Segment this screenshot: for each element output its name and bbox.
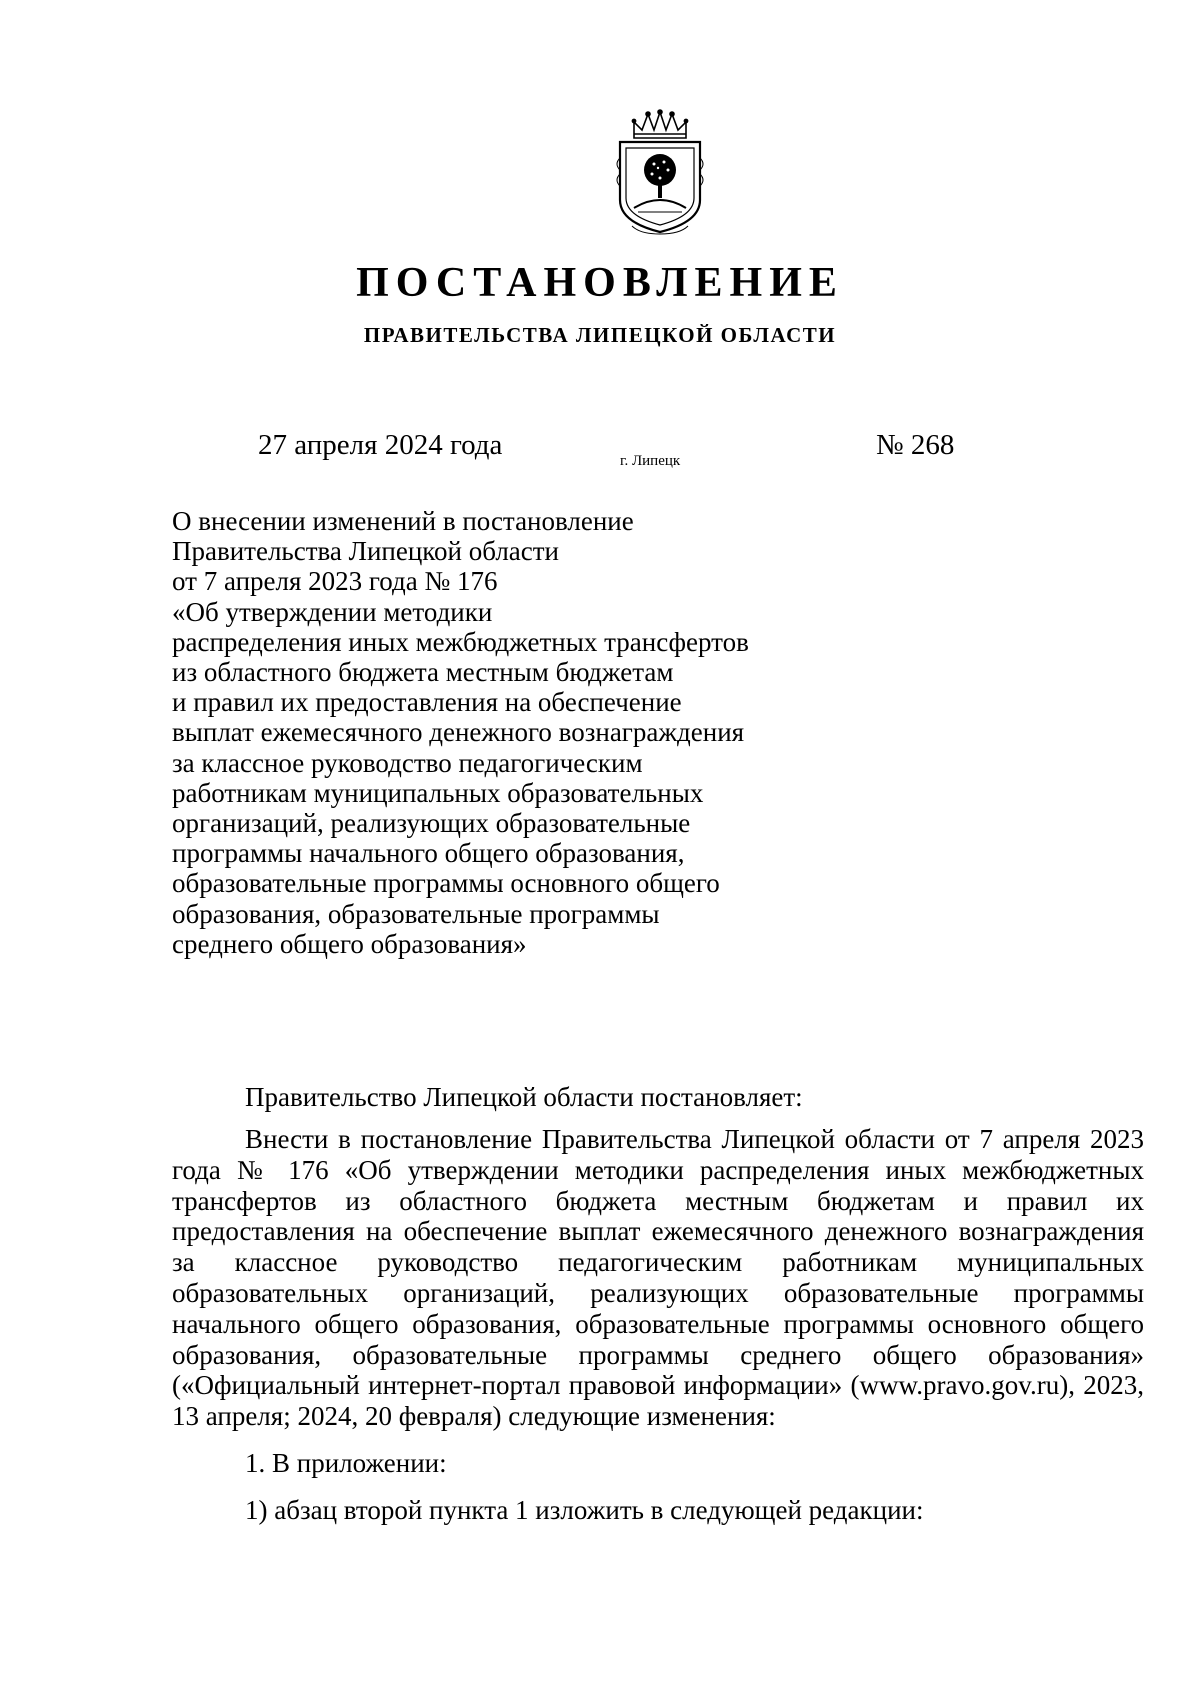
- heading-line: от 7 апреля 2023 года № 176: [172, 566, 498, 597]
- item-1-1-paragraph: 1) абзац второй пункта 1 изложить в следующей редакции:: [245, 1495, 924, 1525]
- heading-line: и правил их предоставления на обеспечение: [172, 687, 682, 718]
- heading-line: Правительства Липецкой области: [172, 536, 560, 567]
- heading-line: образовательные программы основного общего: [172, 868, 720, 899]
- heading-line: программы начального общего образования,: [172, 838, 685, 869]
- heading-line: работникам муниципальных образовательных: [172, 777, 704, 808]
- document-city: г. Липецк: [620, 453, 681, 469]
- heading-line: среднего общего образования»: [172, 928, 527, 959]
- heading-line: образования, образовательные программы: [172, 898, 660, 929]
- document-heading: [172, 506, 812, 959]
- lipetsk-coat-of-arms-icon: [612, 108, 708, 236]
- main-paragraph: Внести в постановление Правительства Липецкой области от 7 апреля 2023 года № 176 «Об утверждении методики распределения иных межбюджетных трансфертов из областного бюджета местным бюджетам и правил их предоставления на обеспечение выплат ежемесячного денежного вознаграждения за классное руководство педагогическим работникам муниципальных образовательных организаций, реализующих образовательные программы начального общего образования, образовательные программы основного общего образования, образовательные программы среднего общего образования» («Официальный интернет-портал правовой информации» (www.pravo.gov.ru), 2023, 13 апреля; 2024, 20 февраля) следующие изменения:: [172, 1124, 1144, 1432]
- heading-line: «Об утверждении методики: [172, 596, 493, 627]
- heading-line: организаций, реализующих образовательные: [172, 808, 691, 839]
- heading-line: распределения иных межбюджетных трансфертов: [172, 626, 749, 657]
- heading-line: за классное руководство педагогическим: [172, 747, 643, 778]
- document-date: 27 апреля 2024 года: [258, 429, 503, 461]
- document-issuer: ПРАВИТЕЛЬСТВА ЛИПЕЦКОЙ ОБЛАСТИ: [363, 323, 837, 347]
- heading-line: выплат ежемесячного денежного вознаграждения: [172, 717, 745, 748]
- document-number: № 268: [876, 429, 955, 461]
- item-1-paragraph: 1. В приложении:: [245, 1448, 447, 1478]
- heading-line: из областного бюджета местным бюджетам: [172, 657, 674, 688]
- preamble-paragraph: Правительство Липецкой области постановляет:: [245, 1082, 803, 1112]
- heading-line: О внесении изменений в постановление: [172, 506, 634, 536]
- document-title: ПОСТАНОВЛЕНИЕ: [356, 260, 844, 306]
